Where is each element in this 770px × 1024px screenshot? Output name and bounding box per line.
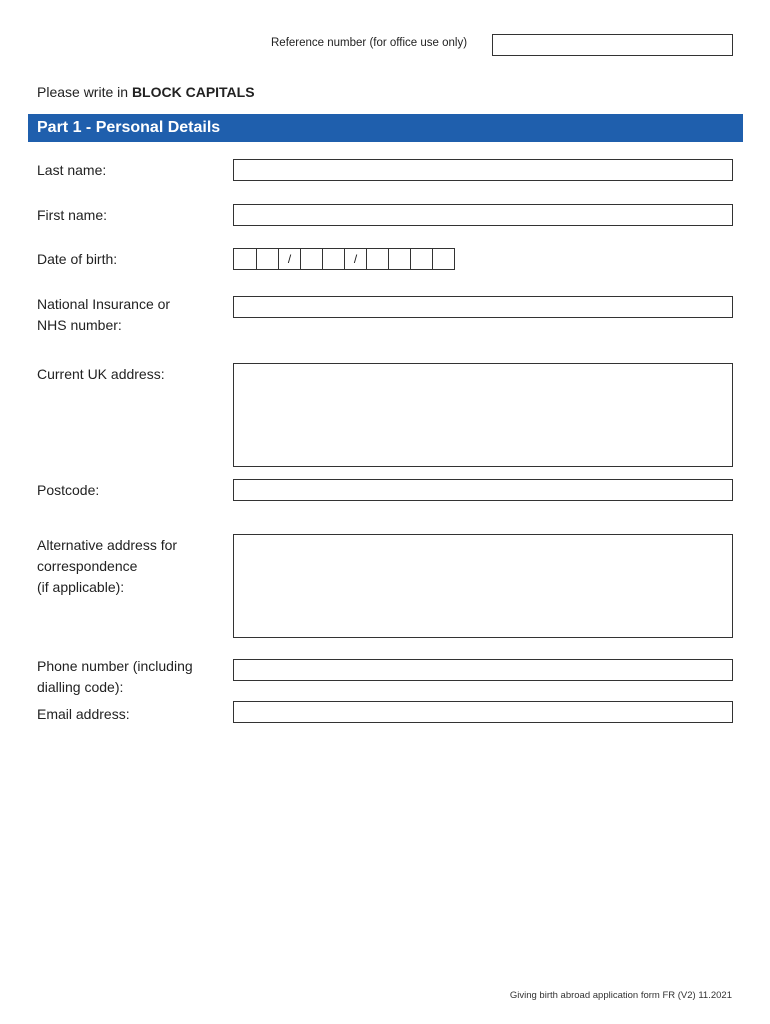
section-header: Part 1 - Personal Details — [28, 114, 743, 142]
postcode-field[interactable] — [233, 479, 733, 501]
email-label: Email address: — [37, 706, 130, 722]
ni-nhs-label-line2: NHS number: — [37, 317, 122, 333]
postcode-label: Postcode: — [37, 482, 100, 498]
phone-label-line2: dialling code): — [37, 679, 124, 695]
first-name-field[interactable] — [233, 204, 733, 226]
alt-address-field[interactable] — [233, 534, 733, 638]
dob-day-digit-1[interactable] — [234, 249, 256, 269]
ni-nhs-field[interactable] — [233, 296, 733, 318]
uk-address-field[interactable] — [233, 363, 733, 467]
form-footer: Giving birth abroad application form FR (V2) 11.2021 — [509, 990, 732, 1001]
last-name-field[interactable] — [233, 159, 733, 181]
dob-separator-1: / — [278, 249, 300, 269]
date-of-birth-label: Date of birth: — [37, 251, 118, 267]
reference-number-label: Reference number (for office use only) — [271, 37, 468, 49]
alt-address-label-line1: Alternative address for — [37, 537, 178, 553]
ni-nhs-label-line1: National Insurance or — [37, 296, 171, 312]
date-of-birth-field[interactable] — [233, 248, 455, 270]
ni-nhs-label — [37, 294, 170, 336]
dob-separator-2: / — [344, 249, 366, 269]
uk-address-label: Current UK address: — [37, 366, 165, 382]
reference-number-field[interactable] — [492, 34, 733, 56]
alt-address-label-line3: (if applicable): — [37, 579, 125, 595]
dob-year-digit-2[interactable] — [388, 249, 410, 269]
phone-field[interactable] — [233, 659, 733, 681]
dob-day-digit-2[interactable] — [256, 249, 278, 269]
dob-year-digit-3[interactable] — [410, 249, 432, 269]
dob-year-digit-4[interactable] — [432, 249, 454, 269]
phone-label-line1: Phone number (including — [37, 658, 193, 674]
last-name-label: Last name: — [37, 162, 107, 178]
dob-month-digit-1[interactable] — [300, 249, 322, 269]
phone-label — [37, 656, 193, 698]
first-name-label: First name: — [37, 207, 108, 223]
instruction-text: Please write in BLOCK CAPITALS — [37, 84, 255, 100]
dob-year-digit-1[interactable] — [366, 249, 388, 269]
alt-address-label — [37, 535, 177, 598]
dob-month-digit-2[interactable] — [322, 249, 344, 269]
block-capitals-emphasis: BLOCK CAPITALS — [131, 84, 255, 100]
alt-address-label-line2: correspondence — [37, 558, 138, 574]
email-field[interactable] — [233, 701, 733, 723]
